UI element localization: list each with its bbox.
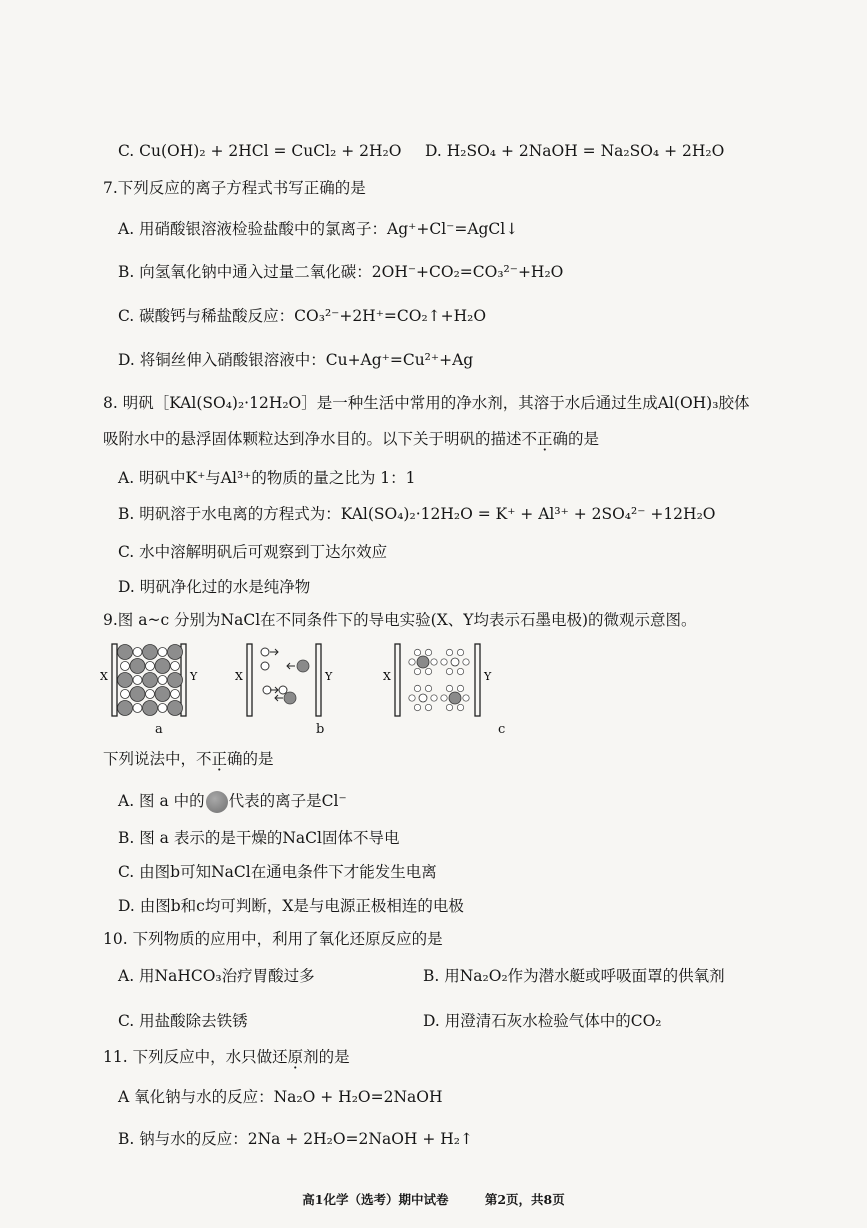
water-molecule	[457, 704, 463, 710]
water-molecule	[446, 649, 452, 655]
sodium-ion	[158, 648, 167, 657]
hydrated-ions	[409, 649, 469, 710]
sodium-ion	[158, 676, 167, 685]
water-molecule	[441, 695, 447, 701]
q8-option-c: C. 水中溶解明矾后可观察到丁达尔效应	[118, 543, 388, 561]
q7-option-a: A. 用硝酸银溶液检验盐酸中的氯离子：Ag⁺+Cl⁻=AgCl↓	[118, 220, 519, 238]
water-molecule	[414, 704, 420, 710]
chloride-ion	[168, 701, 183, 716]
q9-option-b: B. 图 a 表示的是干燥的NaCl固体不导电	[118, 829, 400, 847]
sodium-ion	[171, 690, 180, 699]
water-molecule	[425, 668, 431, 674]
chloride-ion	[168, 673, 183, 688]
figure-b-label: b	[316, 722, 325, 737]
chloride-ion	[155, 687, 170, 702]
q6-option-c: C. Cu(OH)₂ + 2HCl = CuCl₂ + 2H₂O	[118, 142, 402, 160]
q10-option-d: D. 用澄清石灰水检验气体中的CO₂	[423, 1012, 662, 1030]
q7-option-d: D. 将铜丝伸入硝酸银溶液中：Cu+Ag⁺=Cu²⁺+Ag	[118, 351, 474, 369]
figure-c-diagram	[383, 640, 498, 720]
figure-c-electrode-y: Y	[484, 670, 492, 683]
q11-option-b: B. 钠与水的反应：2Na + 2H₂O=2NaOH + H₂↑	[118, 1130, 473, 1148]
footer-exam-title: 高1化学（选考）期中试卷	[302, 1192, 449, 1207]
water-molecule	[441, 659, 447, 665]
chloride-ion	[143, 701, 158, 716]
chloride-ion	[155, 659, 170, 674]
q8-stem-line1: 8. 明矾［KAl(SO₄)₂·12H₂O］是一种生活中常用的净水剂，其溶于水后通过生成Al(OH)₃胶体	[103, 394, 750, 412]
chloride-ion	[118, 673, 133, 688]
sodium-ion	[158, 704, 167, 713]
water-molecule	[414, 668, 420, 674]
q8-option-a: A. 明矾中K⁺与Al³⁺的物质的量之比为 1：1	[118, 469, 416, 487]
sodium-ion	[121, 690, 130, 699]
q11-emphasis: 还原剂	[272, 1048, 319, 1066]
chloride-ion	[143, 645, 158, 660]
sodium-ion	[133, 704, 142, 713]
q10-option-b: B. 用Na₂O₂作为潜水艇或呼吸面罩的供氧剂	[423, 967, 725, 985]
chloride-ion	[449, 692, 461, 704]
water-molecule	[425, 704, 431, 710]
q8-emphasis: 不正确	[521, 430, 569, 448]
sodium-ion	[133, 648, 142, 657]
water-molecule	[431, 695, 437, 701]
nacl-lattice	[118, 645, 183, 716]
sodium-ion	[121, 662, 130, 671]
q9-option-d: D. 由图b和c均可判断，X是与电源正极相连的电极	[118, 897, 464, 915]
chloride-ion	[118, 645, 133, 660]
q11-option-a: A 氧化钠与水的反应：Na₂O + H₂O=2NaOH	[118, 1088, 443, 1106]
q9-stem: 9.图 a~c 分别为NaCl在不同条件下的导电实验(X、Y均表示石墨电极)的微观示意图。	[103, 611, 697, 629]
water-molecule	[414, 685, 420, 691]
chloride-ion	[130, 659, 145, 674]
chloride-ion	[130, 687, 145, 702]
figure-b-electrode-y: Y	[325, 670, 333, 683]
water-molecule	[409, 659, 415, 665]
q9-option-c: C. 由图b可知NaCl在通电条件下才能发生电离	[118, 863, 437, 881]
chloride-ion	[168, 645, 183, 660]
sodium-ion	[171, 662, 180, 671]
water-molecule	[425, 649, 431, 655]
figure-a-label: a	[155, 722, 163, 737]
water-molecule	[446, 668, 452, 674]
q8-option-d: D. 明矾净化过的水是纯净物	[118, 578, 311, 596]
figure-a-electrode-y: Y	[190, 670, 198, 683]
page-footer	[0, 1190, 867, 1208]
water-molecule	[431, 659, 437, 665]
water-molecule	[409, 695, 415, 701]
water-molecule	[446, 704, 452, 710]
sodium-ion	[146, 690, 155, 699]
q7-option-b: B. 向氢氧化钠中通入过量二氧化碳：2OH⁻+CO₂=CO₃²⁻+H₂O	[118, 263, 564, 281]
q7-option-c: C. 碳酸钙与稀盐酸反应：CO₃²⁻+2H⁺=CO₂↑+H₂O	[118, 307, 487, 325]
water-molecule	[457, 668, 463, 674]
q8-stem-line2: 吸附水中的悬浮固体颗粒达到净水目的。以下关于明矾的描述不正确的是	[103, 430, 600, 448]
q9-emphasis: 不正确	[196, 750, 243, 768]
figure-a-electrode-x: X	[100, 670, 108, 683]
q10-stem: 10. 下列物质的应用中，利用了氧化还原反应的是	[103, 930, 443, 948]
sodium-ion	[146, 662, 155, 671]
footer-page-number: 第2页，共8页	[484, 1192, 565, 1207]
water-molecule	[463, 659, 469, 665]
q8-option-b: B. 明矾溶于水电离的方程式为：KAl(SO₄)₂·12H₂O = K⁺ + Al³⁺ + 2SO₄²⁻ +12H₂O	[118, 505, 716, 523]
q7-stem: 7.下列反应的离子方程式书写正确的是	[103, 179, 366, 197]
q9-option-a: A. 图 a 中的 代表的离子是Cl⁻	[118, 790, 347, 813]
figure-c-label: c	[498, 722, 506, 737]
q9-sub-stem: 下列说法中，不正确的是	[103, 750, 274, 768]
q11-stem: 11. 下列反应中，水只做还原剂的是	[103, 1048, 350, 1066]
figure-c-electrode-x: X	[383, 670, 391, 683]
chloride-ion	[417, 656, 429, 668]
water-molecule	[457, 685, 463, 691]
sodium-ion	[419, 694, 427, 702]
figure-a-diagram	[100, 640, 210, 720]
water-molecule	[414, 649, 420, 655]
sodium-ion	[451, 658, 459, 666]
water-molecule	[446, 685, 452, 691]
water-molecule	[463, 695, 469, 701]
gray-sphere-icon	[206, 791, 228, 813]
chloride-ion	[143, 673, 158, 688]
water-molecule	[425, 685, 431, 691]
chloride-ion	[118, 701, 133, 716]
sodium-ion	[133, 676, 142, 685]
q10-option-c: C. 用盐酸除去铁锈	[118, 1012, 248, 1030]
q10-option-a: A. 用NaHCO₃治疗胃酸过多	[118, 967, 315, 985]
water-molecule	[457, 649, 463, 655]
q6-option-d: D. H₂SO₄ + 2NaOH = Na₂SO₄ + 2H₂O	[425, 142, 725, 160]
figure-b-electrode-x: X	[235, 670, 243, 683]
figure-b-diagram	[235, 640, 345, 720]
